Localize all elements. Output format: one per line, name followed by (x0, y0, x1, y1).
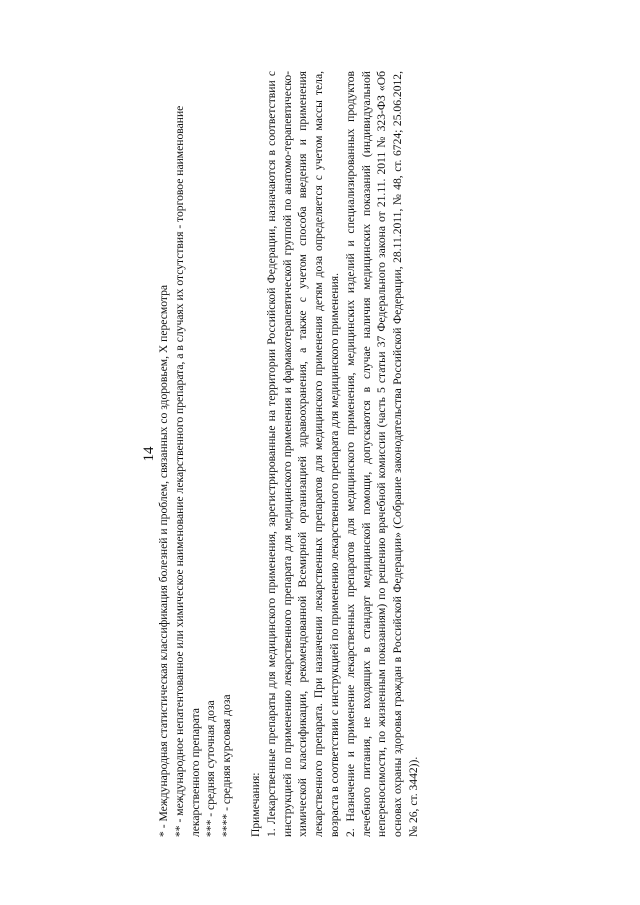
footnote-icd: * - Международная статистическая классификация болезней и проблем, связанных со здоровьем, X пересмотра (157, 284, 170, 837)
page-number: 14 (141, 446, 157, 462)
rotated-page-content (140, 59, 500, 849)
notes-block (248, 71, 422, 837)
footnotes-block (156, 77, 235, 837)
footnote-daily-dose: *** - средняя суточная доза (204, 700, 218, 837)
footnote-course-dose: **** - средняя курсовая доза (220, 694, 234, 837)
notes-heading: Примечания: (249, 772, 262, 837)
note-1: 1. Лекарственные препараты для медицинского применения, зарегистрированные на территории Российской Федерации, назначаются в соответствии с инструкцией по применению лекарственного препарата для медицинского применения и фармакотерапевтической группой по анатомо-терапевтическо-химической классификации, рекомендованной Всемирной организацией здравоохранения, а также с учетом способа введения и применения лекарственного препарата. При назначении лекарственных препаратов для медицинского применения детям доза определяется с учетом массы тела, возраста в соответствии с инструкцией по применению лекарственного препарата для медицинского применения. (264, 71, 341, 837)
footnote-inn: ** - международное непатентованное или химическое наименование лекарственного препарата, а в случаях их отсутствия - торговое наименование лекарственного препарата (172, 105, 202, 837)
note-2: 2. Назначение и применение лекарственных препаратов для медицинского применения, медицинских изделий и специализированных продуктов лечебного питания, не входящих в стандарт медицинской помощи, допускаются в случае наличия медицинских показаний (индивидуальной непереносимости, по жизненным показаниям) по решению врачебной комиссии (часть 5 статьи 37 Федерального закона от 21.11. 2011 № 323-ФЗ «Об основах охраны здоровья граждан в Российской Федерации» (Собрание законодательства Российской Федерации, 28.11.2011, № 48, ст. 6724; 25.06.2012, № 26, ст. 3442)). (343, 71, 420, 837)
